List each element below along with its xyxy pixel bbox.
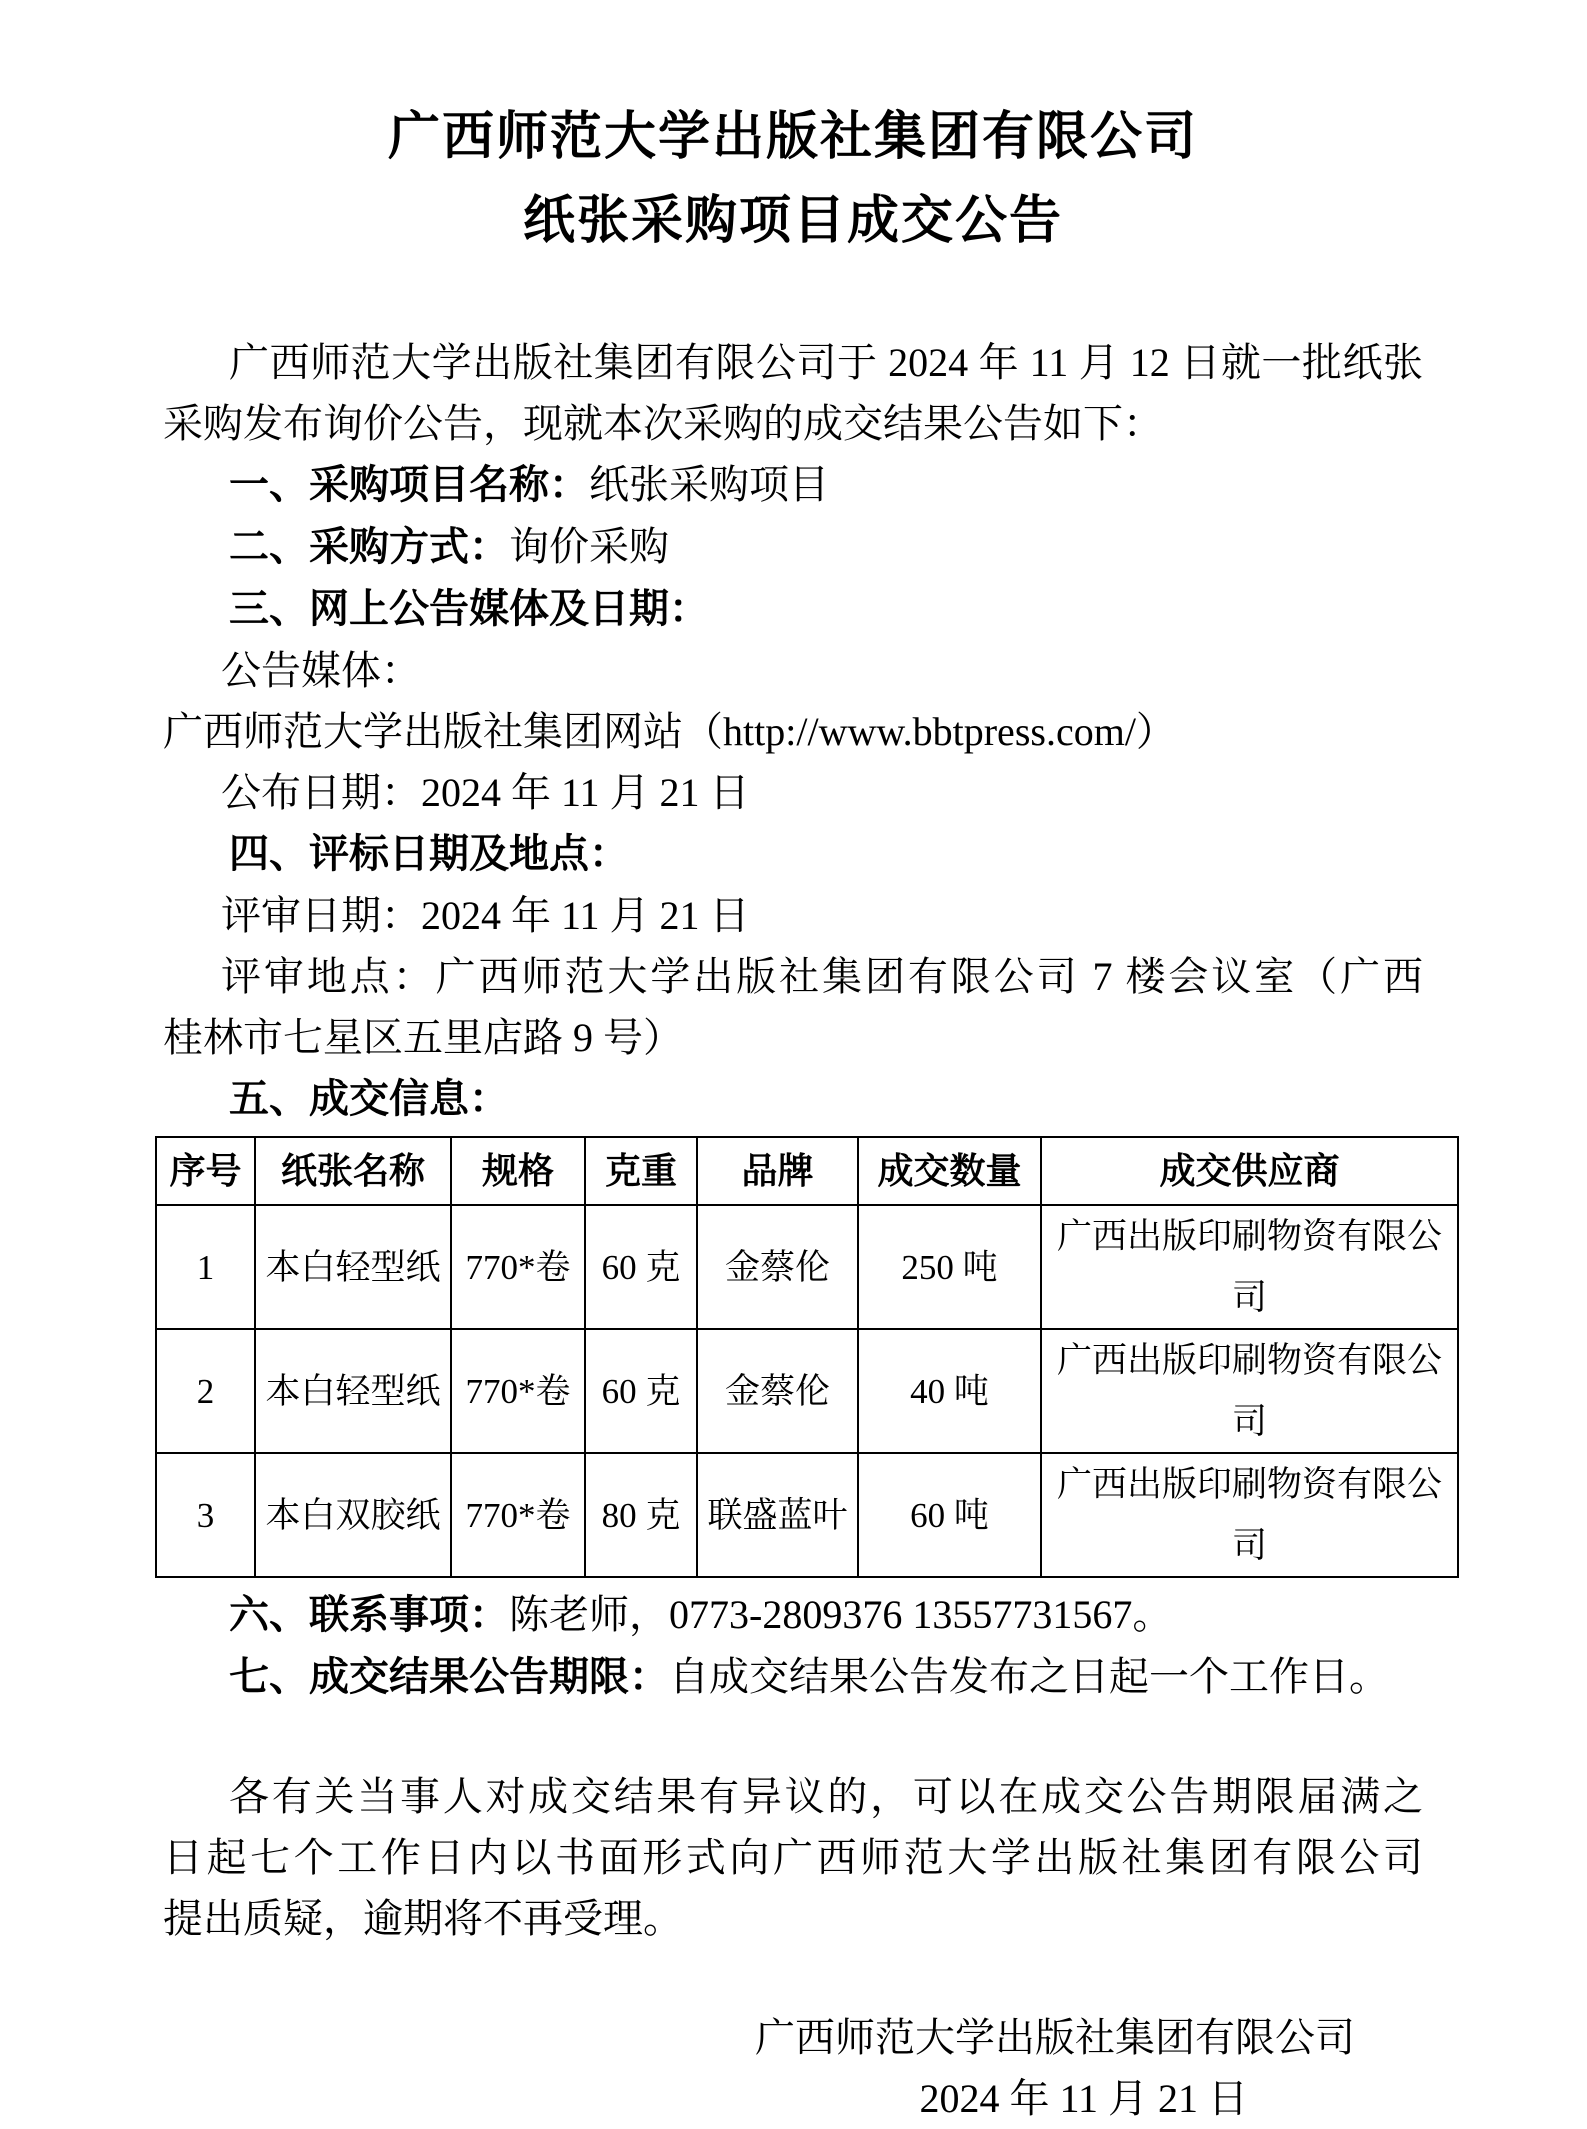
cell-weight: 80 克 [585,1453,697,1577]
cell-quantity: 40 吨 [858,1329,1041,1453]
section-deal-label: 五、成交信息： [229,1077,509,1121]
cell-brand: 联盛蓝叶 [697,1453,858,1577]
signature-date: 2024 年 11 月 21 日 [919,2076,1248,2121]
section-project-name-text: 纸张采购项目 [589,462,829,507]
publish-date-text: 2024 年 11 月 21 日 [421,770,750,815]
publish-date-line [163,762,1423,823]
table-row [156,1329,1458,1453]
cell-quantity: 250 吨 [858,1205,1041,1329]
section-method-label: 二、采购方式： [229,525,509,569]
header-cell-weight: 克重 [585,1137,697,1205]
cell-weight: 60 克 [585,1329,697,1453]
table-header-row [156,1137,1458,1205]
review-date-text: 2024 年 11 月 21 日 [421,893,750,938]
review-date-line [163,885,1423,946]
contact-label: 六、联系事项： [229,1593,509,1637]
notice-period-text: 自成交结果公告发布之日起一个工作日。 [669,1654,1389,1699]
contact-line [163,1584,1423,1646]
review-location-label: 评审地点： [221,954,436,999]
cell-paper-name: 本白轻型纸 [255,1329,451,1453]
cell-paper-name: 本白双胶纸 [255,1453,451,1577]
cell-quantity: 60 吨 [858,1453,1041,1577]
cell-supplier: 广西出版印刷物资有限公司 [1041,1329,1458,1453]
contact-text: 陈老师，0773-2809376 13557731567。 [509,1592,1173,1637]
document-title [163,96,1423,264]
header-cell-supplier: 成交供应商 [1041,1137,1458,1205]
cell-supplier: 广西出版印刷物资有限公司 [1041,1205,1458,1329]
section-review-label: 四、评标日期及地点： [229,832,629,876]
table-row [156,1205,1458,1329]
cell-brand: 金蔡伦 [697,1205,858,1329]
section-review-heading [163,823,1423,885]
signature-block [163,2007,1423,2129]
notice-period-label: 七、成交结果公告期限： [229,1655,669,1699]
cell-weight: 60 克 [585,1205,697,1329]
document-body [163,332,1442,2129]
review-location-line-2: 桂林市七星区五里店路 9 号） [163,1015,683,1060]
table-row [156,1453,1458,1577]
section-deal-heading [163,1068,1423,1130]
objection-paragraph-line-3: 提出质疑，逾期将不再受理。 [163,1896,683,1941]
media-label: 公告媒体： [221,648,421,693]
title-line-2: 纸张采购项目成交公告 [522,193,1063,250]
cell-supplier: 广西出版印刷物资有限公司 [1041,1453,1458,1577]
cell-spec: 770*卷 [451,1329,585,1453]
section-project-name-label: 一、采购项目名称： [229,463,589,507]
objection-paragraph-line-2: 日起七个工作日内以书面形式向广西师范大学出版社集团有限公司 [163,1835,1423,1880]
cell-index: 3 [156,1453,255,1577]
cell-spec: 770*卷 [451,1205,585,1329]
section-project-name [163,454,1423,516]
header-cell-spec: 规格 [451,1137,585,1205]
intro-paragraph-line-1: 广西师范大学出版社集团有限公司于 2024 年 11 月 12 日就一批纸张 [229,340,1423,385]
publish-date-label: 公布日期： [221,770,421,815]
header-cell-paper-name: 纸张名称 [255,1137,451,1205]
media-text: 广西师范大学出版社集团网站（http://www.bbtpress.com/） [163,709,1176,754]
review-date-label: 评审日期： [221,893,421,938]
section-media-heading [163,578,1423,640]
review-location-line-1 [163,946,1423,1007]
header-cell-index: 序号 [156,1137,255,1205]
blank-line [163,1708,1423,1766]
deal-info-table [155,1136,1459,1578]
notice-period-line [163,1646,1423,1708]
section-method-text: 询价采购 [509,524,669,569]
header-cell-quantity: 成交数量 [858,1137,1041,1205]
intro-paragraph-line-2: 采购发布询价公告，现就本次采购的成交结果公告如下： [163,401,1163,446]
cell-paper-name: 本白轻型纸 [255,1205,451,1329]
section-method [163,516,1423,578]
section-media-label: 三、网上公告媒体及日期： [229,587,709,631]
blank-line [163,1949,1423,2007]
cell-index: 1 [156,1205,255,1329]
media-line [163,640,1423,762]
cell-brand: 金蔡伦 [697,1329,858,1453]
signature-company: 广西师范大学出版社集团有限公司 [755,2015,1355,2060]
cell-spec: 770*卷 [451,1453,585,1577]
title-line-1: 广西师范大学出版社集团有限公司 [387,109,1198,166]
review-location-text-1: 广西师范大学出版社集团有限公司 7 楼会议室（广西 [435,954,1424,999]
cell-index: 2 [156,1329,255,1453]
objection-paragraph-line-1: 各有关当事人对成交结果有异议的，可以在成交公告期限届满之 [229,1774,1423,1819]
header-cell-brand: 品牌 [697,1137,858,1205]
